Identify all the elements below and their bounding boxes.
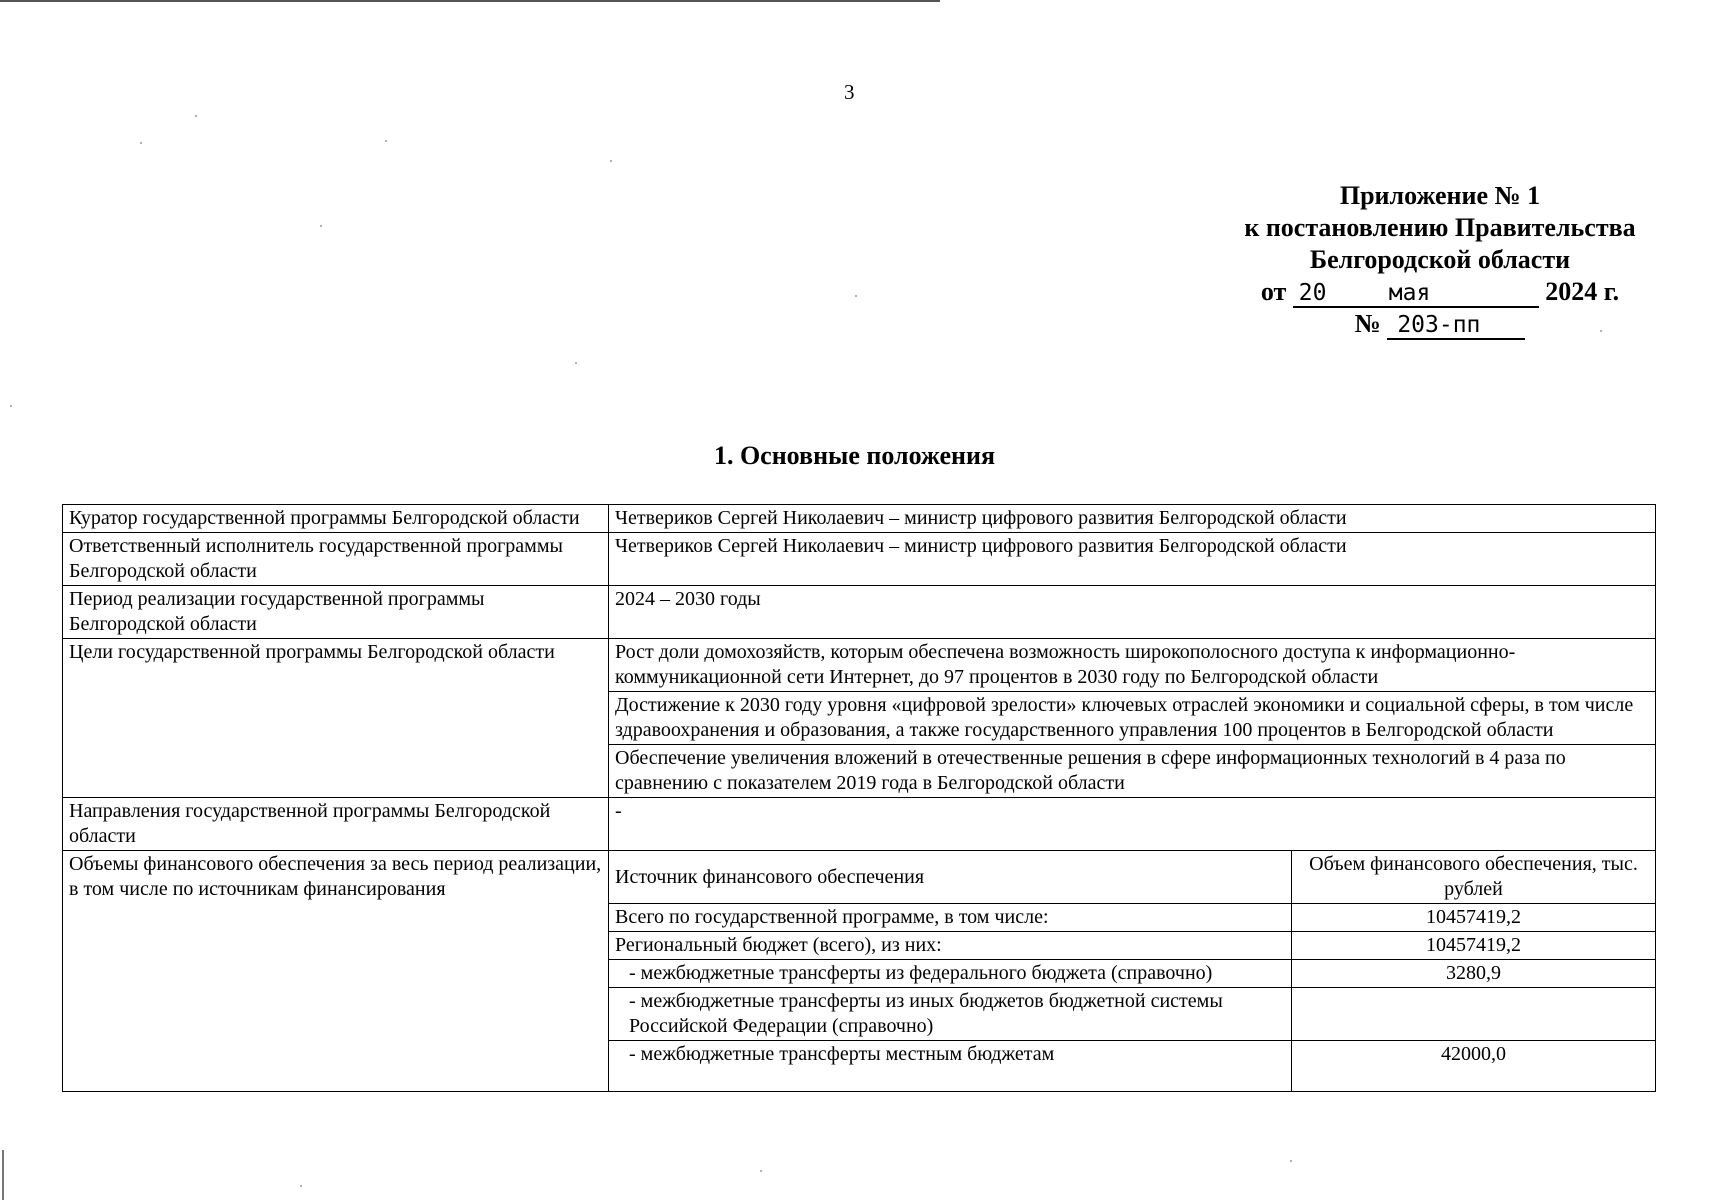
directions-row (63, 798, 1656, 851)
section-title: 1. Основные положения (713, 441, 996, 470)
header-source: Источник финансового обеспечения (609, 851, 1292, 904)
financing-volume: 10457419,2 (1292, 904, 1656, 932)
main-positions-table (62, 504, 1656, 1092)
scan-speck (855, 295, 857, 297)
approval-region: Белгородской области (1309, 245, 1571, 274)
financing-source: Всего по государственной программе, в том числе: (609, 904, 1292, 932)
table-row (63, 586, 1656, 639)
goals-label: Цели государственной программы Белгородской области (63, 639, 609, 798)
goals-row (63, 639, 1656, 798)
financing-header (609, 851, 1655, 904)
scan-edge-line (0, 0, 940, 2)
financing-source: Региональный бюджет (всего), из них: (609, 932, 1292, 960)
date-day-field: 20 (1293, 280, 1379, 308)
financing-item (609, 932, 1655, 960)
scan-speck (140, 142, 142, 144)
financing-volume: 3280,9 (1292, 960, 1656, 988)
row-value: Четвериков Сергей Николаевич – министр цифрового развития Белгородской области (609, 533, 1656, 586)
scan-speck (1600, 330, 1602, 332)
goals-cell (609, 639, 1656, 798)
row-label: Куратор государственной программы Белгородской области (63, 505, 609, 533)
number-field: 203-пп (1387, 312, 1525, 340)
directions-label: Направления государственной программы Белгородской области (63, 798, 609, 851)
approval-number (1180, 308, 1700, 340)
approval-subtitle: к постановлению Правительства (1244, 213, 1636, 242)
scan-speck (610, 160, 612, 162)
financing-source: - межбюджетные трансферты местным бюджетам (609, 1041, 1292, 1091)
scan-speck (760, 1170, 762, 1172)
header-volume: Объем финансового обеспечения, тыс. рублей (1292, 851, 1656, 904)
financing-table (609, 851, 1655, 1091)
approval-date (1180, 276, 1700, 308)
number-prefix: № (1354, 309, 1381, 338)
scan-edge-mark (2, 1150, 4, 1200)
row-label: Ответственный исполнитель государственной программы Белгородской области (63, 533, 609, 586)
financing-label: Объемы финансового обеспечения за весь период реализации, в том числе по источникам финансирования (63, 851, 609, 1092)
approval-block (1180, 180, 1700, 340)
table-row (63, 533, 1656, 586)
scan-speck (300, 1185, 302, 1187)
goal-item: Рост доли домохозяйств, которым обеспечена возможность широкополосного доступа к информационно-коммуникационной сети Интернет, до 97 процентов в 2030 году по Белгородской области (609, 639, 1655, 692)
financing-source: - межбюджетные трансферты из иных бюджетов бюджетной системы Российской Федерации (справочно) (609, 988, 1292, 1041)
directions-value: - (609, 798, 1656, 851)
table-row (63, 505, 1656, 533)
goals-list (609, 639, 1655, 797)
goal-item: Обеспечение увеличения вложений в отечественные решения в сфере информационных технологий в 4 раза по сравнению с показателем 2019 года в Белгородской области (609, 745, 1655, 798)
financing-item (609, 904, 1655, 932)
scan-speck (385, 140, 387, 142)
date-prefix: от (1260, 277, 1287, 306)
scan-speck (10, 405, 12, 407)
financing-source: - межбюджетные трансферты из федерального бюджета (справочно) (609, 960, 1292, 988)
scan-speck (1290, 1160, 1292, 1162)
scan-speck (575, 362, 577, 364)
financing-item (609, 988, 1655, 1041)
financing-volume: 42000,0 (1292, 1041, 1656, 1091)
financing-cell (609, 851, 1656, 1092)
goal-item: Достижение к 2030 году уровня «цифровой зрелости» ключевых отраслей экономики и социальной сферы, в том числе здравоохранения и образования, а также государственного управления 100 процентов в Белгородской области (609, 692, 1655, 745)
financing-volume: 10457419,2 (1292, 932, 1656, 960)
page-number: 3 (844, 80, 855, 104)
row-value: 2024 – 2030 годы (609, 586, 1656, 639)
financing-item (609, 960, 1655, 988)
row-value: Четвериков Сергей Николаевич – министр цифрового развития Белгородской области (609, 505, 1656, 533)
scan-speck (320, 225, 322, 227)
financing-item (609, 1041, 1655, 1091)
scan-speck (195, 115, 197, 117)
row-label: Период реализации государственной программы Белгородской области (63, 586, 609, 639)
date-year: 2024 г. (1545, 277, 1620, 306)
financing-volume (1292, 988, 1656, 1041)
financing-row (63, 851, 1656, 1092)
approval-title: Приложение № 1 (1339, 181, 1541, 210)
date-month-field: мая (1379, 280, 1539, 308)
